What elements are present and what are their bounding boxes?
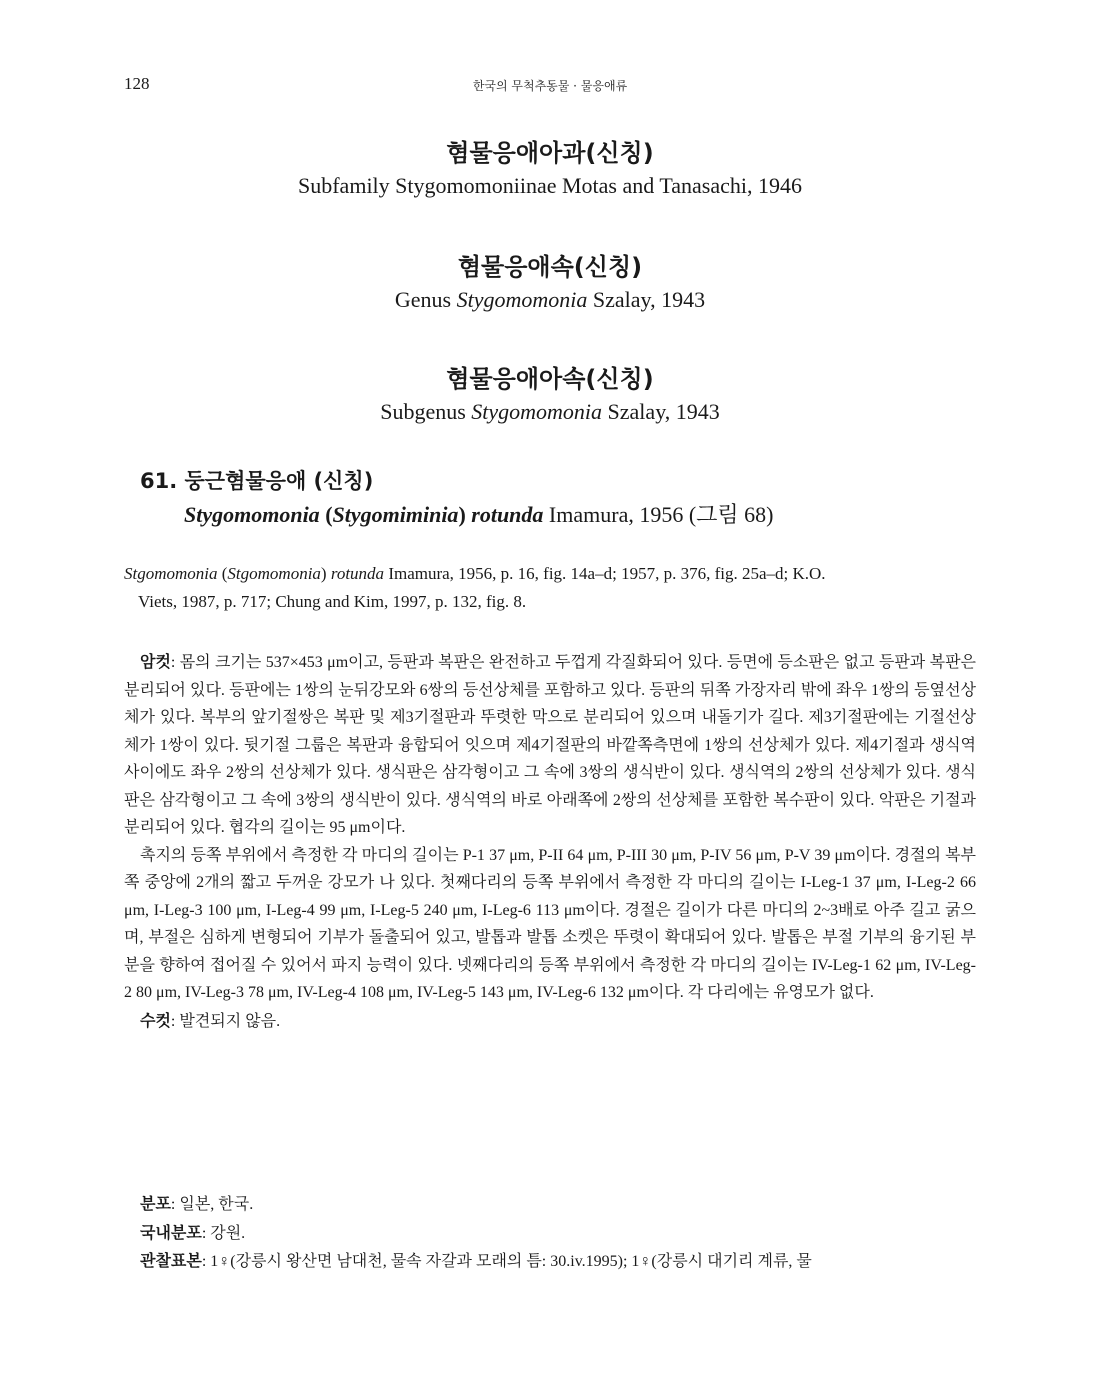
male-description [124,1007,976,1036]
running-header: 한국의 무척추동물 · 물응애류 [472,79,628,93]
syn-sub-open: ( [217,564,228,583]
distribution-label: 분포 [140,1194,171,1213]
syn-line1: Imamura, 1956, p. 16, fig. 14a–d; 1957, p. 376, fig. 25a–d; K.O. [384,564,826,583]
syn-subgenus: Stgomomonia [227,564,321,583]
distribution-line [124,1190,976,1219]
distribution-text: : 일본, 한국. [170,1196,254,1213]
species-epithet: rotunda [471,502,544,527]
genus-prefix: Genus [394,287,457,312]
species-subgenus: Stygomiminia [332,502,459,527]
korea-distribution-line [124,1219,976,1248]
specimen-line [124,1247,976,1276]
palp-leg-description: 촉지의 등쪽 부위에서 측정한 각 마디의 길이는 P-1 37 μm, P-II 64 μm, P-III 30 μm, P-IV 56 μm, P-V 39 μm이다. 경절의 복부쪽 중앙에 2개의 짧고 두꺼운 강모가 나 있다. 첫째다리의 등쪽 부위에서 측정한 각 마디의 길이는 I-Leg-1 37 μm, I-Leg-2 66 μm, I-Leg-3 100 μm, I-Leg-4 99 μm, I-Leg-5 240 μm, I-Leg-6 113 μm이다. 경절은 길이가 다른 마디의 2~3배로 아주 길고 굵으며, 부절은 심하게 변형되어 기부가 돌출되어 있고, 발톱과 발톱 소켓은 뚜렷이 확대되어 있다. 발톱은 부절 기부의 융기된 부분을 향하여 접어질 수 있어서 파지 능력이 있다. 넷째다리의 등쪽 부위에서 측정한 각 마디의 길이는 IV-Leg-1 62 μm, IV-Leg-2 80 μm, IV-Leg-3 78 μm, IV-Leg-4 108 μm, IV-Leg-5 143 μm, IV-Leg-6 132 μm이다. 각 다리에는 유영모가 없다. [124,846,976,1001]
species-subgenus-close: ) [458,502,472,527]
subgenus-prefix: Subgenus [380,399,472,424]
genus-author: Szalay, 1943 [587,287,706,312]
female-label: 암컷 [140,652,171,671]
page-number: 128 [124,74,150,93]
species-title-ko: 61. 둥근혐물응애 (신칭) [140,469,374,493]
subgenus-name: Stygomomonia [471,399,603,424]
syn-line2: Viets, 1987, p. 717; Chung and Kim, 1997, p. 132, fig. 8. [138,592,527,611]
genus-title-en [0,287,1100,313]
specimen-label: 관찰표본 [140,1251,202,1270]
male-text: : 발견되지 않음. [170,1012,281,1030]
subgenus-author: Szalay, 1943 [602,399,720,424]
subfamily-title-ko: 혐물응애아과(신칭) [446,139,654,167]
species-subgenus-open: ( [319,502,333,527]
species-genus: Stygomomonia [184,502,320,527]
species-title-en [184,498,774,529]
genus-title-ko: 혐물응애속(신칭) [457,253,643,281]
female-description [124,648,976,842]
syn-genus: Stgomomonia [124,564,218,583]
syn-epithet: rotunda [330,564,385,583]
korea-distribution-label: 국내분포 [140,1222,202,1242]
subgenus-title-ko: 혐물응애아속(신칭) [446,365,654,393]
female-text: : 몸의 크기는 537×453 μm이고, 등판과 복판은 완전하고 두껍게 각질화되어 있다. 등면에 등소판은 없고 등판과 복판은 분리되어 있다. 등판에는 1쌍의 눈뒤강모와 6쌍의 등선상체를 포함하고 있다. 등판의 뒤쪽 가장자리 밖에 좌우 1쌍의 등옆선상체가 있다. 복부의 앞기절쌍은 복판 및 제3기절판과 뚜렷한 막으로 분리되어 있으며 내돌기가 길다. 제3기절판에는 기절선상체가 1쌍이 있다. 뒷기절 그룹은 복판과 융합되어 잇으며 제4기절판의 바깥쪽측면에 1쌍의 선상체가 있다. 제4기절과 생식역사이에도 좌우 2쌍의 선상체가 있다. 생식판은 삼각형이고 그 속에 3쌍의 생식반이 있다. 생식역의 2쌍의 선상체가 있다. 생식판은 삼각형이고 그 속에 3쌍의 생식반이 있다. 생식역의 바로 아래쪽에 2쌍의 선상체를 포함한 복수판이 있다. 악판은 기절과 분리되어 있다. 협각의 길이는 95 μm이다. [124,654,976,836]
description [124,648,976,1035]
syn-sub-close: ) [320,564,331,583]
synonymy [124,560,976,616]
species-author: Imamura, 1956 (그림 68) [543,502,774,527]
male-label: 수컷 [140,1010,171,1030]
genus-name: Stygomomonia [456,287,588,312]
distribution [124,1190,976,1276]
subgenus-title-en [0,399,1100,425]
specimen-text: : 1♀(강릉시 왕산면 남대천, 물속 자갈과 모래의 틈: 30.iv.1995); 1♀(강릉시 대기리 계류, 물 [201,1253,812,1270]
korea-distribution-text: : 강원. [201,1224,246,1242]
subfamily-title-en: Subfamily Stygomomoniinae Motas and Tanasachi, 1946 [298,173,802,198]
